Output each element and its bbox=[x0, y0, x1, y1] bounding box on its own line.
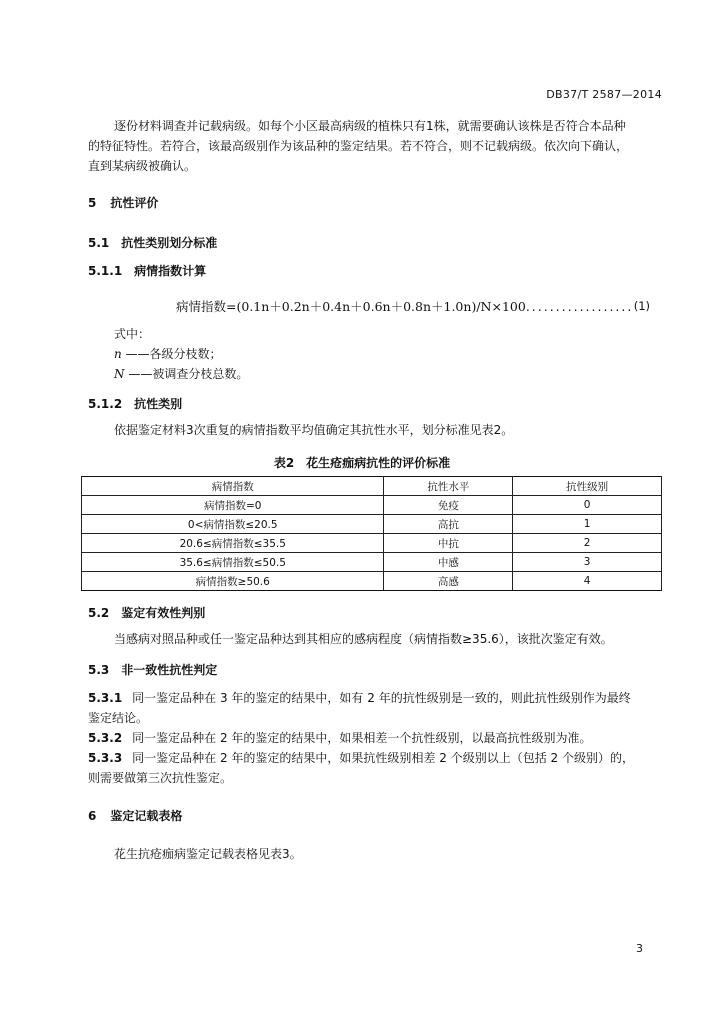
section-5-2-heading bbox=[88, 604, 205, 621]
section-title: 鉴定有效性判别 bbox=[121, 606, 206, 620]
section-6-heading bbox=[88, 807, 182, 824]
paragraph-5-3-2 bbox=[88, 728, 591, 748]
section-number: 5.2 bbox=[88, 606, 110, 620]
document-code: DB37/T 2587—2014 bbox=[546, 88, 662, 101]
paragraph-6: 花生抗疮痂病鉴定记载表格见表3。 bbox=[114, 847, 302, 861]
section-5-1-2-heading bbox=[88, 395, 182, 412]
clause-text: 同一鉴定品种在 3 年的鉴定的结果中，如有 2 年的抗性级别是一致的，则此抗性级别作为最终 bbox=[132, 691, 631, 705]
formula-lhs: 病情指数= bbox=[176, 299, 237, 314]
page-number: 3 bbox=[636, 942, 643, 955]
formula-number: (1) bbox=[633, 299, 650, 313]
table-cell: 0<病情指数≤20.5 bbox=[82, 515, 384, 534]
column-header: 抗性级别 bbox=[513, 477, 662, 496]
section-number: 5.1.2 bbox=[88, 397, 123, 411]
symbol-n-desc: ——各级分枝数； bbox=[121, 347, 222, 361]
table-cell: 高感 bbox=[384, 572, 513, 591]
intro-line-1: 逐份材料调查并记载病级。如每个小区最高病级的植株只有1株，就需要确认该株是否符合本品种 bbox=[114, 119, 626, 133]
table-row bbox=[82, 515, 662, 534]
symbol-N-desc: ——被调查分枝总数。 bbox=[124, 367, 249, 381]
table-row bbox=[82, 534, 662, 553]
table-cell: 0 bbox=[513, 496, 662, 515]
section-number: 6 bbox=[88, 809, 97, 823]
column-header: 抗性水平 bbox=[384, 477, 513, 496]
where-intro: 式中： bbox=[114, 327, 151, 341]
table-cell: 高抗 bbox=[384, 515, 513, 534]
clause-number: 5.3.3 bbox=[88, 751, 123, 765]
table-cell: 1 bbox=[513, 515, 662, 534]
section-number: 5.1.1 bbox=[88, 264, 123, 278]
table-cell: 4 bbox=[513, 572, 662, 591]
where-n bbox=[114, 344, 222, 364]
paragraph-5-1-2: 依据鉴定材料3次重复的病情指数平均值确定其抗性水平，划分标准见表2。 bbox=[114, 423, 514, 437]
table-cell: 病情指数=0 bbox=[82, 496, 384, 515]
table-cell: 35.6≤病情指数≤50.5 bbox=[82, 553, 384, 572]
table-cell: 中感 bbox=[384, 553, 513, 572]
clause-number: 5.3.2 bbox=[88, 731, 123, 745]
formula-1 bbox=[176, 297, 633, 315]
table-cell: 免疫 bbox=[384, 496, 513, 515]
section-number: 5 bbox=[88, 196, 97, 210]
table-2 bbox=[81, 476, 662, 591]
table-cell: 20.6≤病情指数≤35.5 bbox=[82, 534, 384, 553]
table-row bbox=[82, 572, 662, 591]
table-2-title: 表2 花生疮痂病抗性的评价标准 bbox=[273, 456, 451, 470]
table-row bbox=[82, 553, 662, 572]
table-cell: 3 bbox=[513, 553, 662, 572]
paragraph-5-3-1-line-1 bbox=[88, 688, 631, 708]
paragraph-5-3-3-line-2: 则需要做第三次抗性鉴定。 bbox=[88, 771, 233, 785]
formula-leader-dots: .................. bbox=[525, 299, 634, 314]
section-title: 病情指数计算 bbox=[134, 264, 207, 278]
symbol-N: N bbox=[114, 367, 125, 381]
section-5-1-heading bbox=[88, 234, 217, 251]
where-N bbox=[114, 364, 248, 384]
formula-rhs: (0.1n＋0.2n＋0.4n＋0.6n＋0.8n＋1.0n)/N×100 bbox=[236, 299, 526, 314]
intro-line-3: 直到某病级被确认。 bbox=[88, 159, 197, 173]
section-title: 非一致性抗性判定 bbox=[121, 663, 218, 677]
section-5-3-heading bbox=[88, 661, 217, 678]
table-cell: 2 bbox=[513, 534, 662, 553]
paragraph-5-3-3-line-1 bbox=[88, 748, 634, 768]
column-header: 病情指数 bbox=[82, 477, 384, 496]
paragraph-5-2: 当感病对照品种或任一鉴定品种达到其相应的感病程度（病情指数≥35.6），该批次鉴定有效。 bbox=[114, 632, 613, 646]
paragraph-5-3-1-line-2: 鉴定结论。 bbox=[88, 711, 149, 725]
table-cell: 中抗 bbox=[384, 534, 513, 553]
section-number: 5.1 bbox=[88, 236, 110, 250]
clause-text: 同一鉴定品种在 2 年的鉴定的结果中，如果相差一个抗性级别，以最高抗性级别为准。 bbox=[132, 731, 592, 745]
intro-line-2: 的特征特性。若符合，该最高级别作为该品种的鉴定结果。若不符合，则不记载病级。依次向下确认， bbox=[88, 139, 629, 153]
clause-text: 同一鉴定品种在 2 年的鉴定的结果中，如果抗性级别相差 2 个级别以上（包括 2 个级别）的， bbox=[132, 751, 634, 765]
table-header-row bbox=[82, 477, 662, 496]
section-title: 鉴定记载表格 bbox=[110, 809, 183, 823]
clause-number: 5.3.1 bbox=[88, 691, 123, 705]
symbol-n: n bbox=[114, 347, 122, 361]
section-title: 抗性类别划分标准 bbox=[121, 236, 218, 250]
section-5-heading bbox=[88, 194, 158, 211]
table-row bbox=[82, 496, 662, 515]
section-title: 抗性类别 bbox=[134, 397, 183, 411]
table-cell: 病情指数≥50.6 bbox=[82, 572, 384, 591]
section-number: 5.3 bbox=[88, 663, 110, 677]
section-5-1-1-heading bbox=[88, 262, 206, 279]
section-title: 抗性评价 bbox=[110, 196, 159, 210]
